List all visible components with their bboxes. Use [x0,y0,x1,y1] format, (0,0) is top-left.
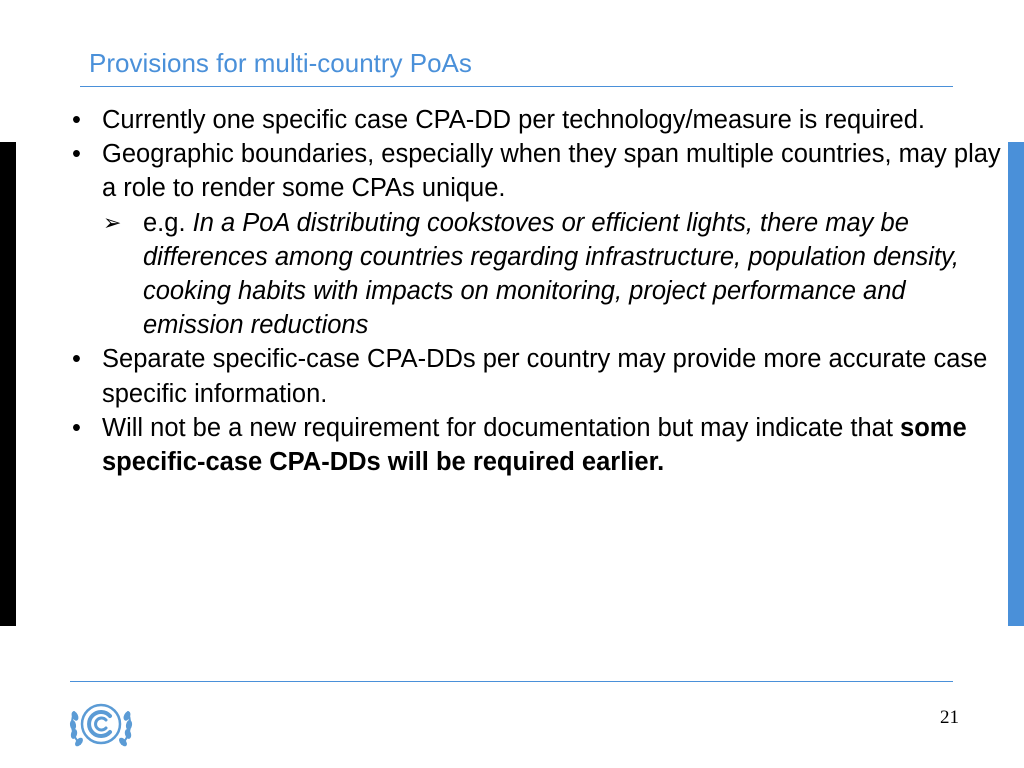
bullet-marker: • [72,413,81,442]
bullet-text: Will not be a new requirement for documentation but may indicate that [102,413,901,442]
page-number: 21 [940,707,959,728]
bullet-text: Geographic boundaries, especially when they span multiple countries, may play a role to render some CPAs unique. [102,140,1001,203]
bullet-marker: • [72,345,81,374]
bullet-item [0,342,1010,410]
title-divider [80,86,953,87]
bullet-text: Currently one specific case CPA-DD per technology/measure is required. [102,106,925,134]
bullet-item [0,411,1010,479]
bullet-item [0,103,1010,137]
slide-title: Provisions for multi-country PoAs [89,48,472,78]
sub-bullet-item [0,206,1010,343]
bullet-marker: • [72,106,81,134]
footer-divider [70,681,953,682]
bullet-emphasis: some specific-case CPA-DDs will be required earlier. [102,413,967,477]
sub-bullet-prefix: e.g. [143,208,193,237]
slide-body [0,103,1010,479]
unfccc-logo-icon [66,696,136,756]
sub-bullet-example: In a PoA distributing cookstoves or efficient lights, there may be differences among countries regarding infrastructure, population density, cooking habits with impacts on monitoring, project performance and emission reductions [143,208,959,340]
bullet-marker: • [72,140,81,169]
bullet-text: Separate specific-case CPA-DDs per country may provide more accurate case specific information. [102,345,988,408]
bullet-item [0,137,1010,205]
arrow-bullet-icon: ➢ [103,209,122,235]
right-accent-bar [1008,142,1024,626]
